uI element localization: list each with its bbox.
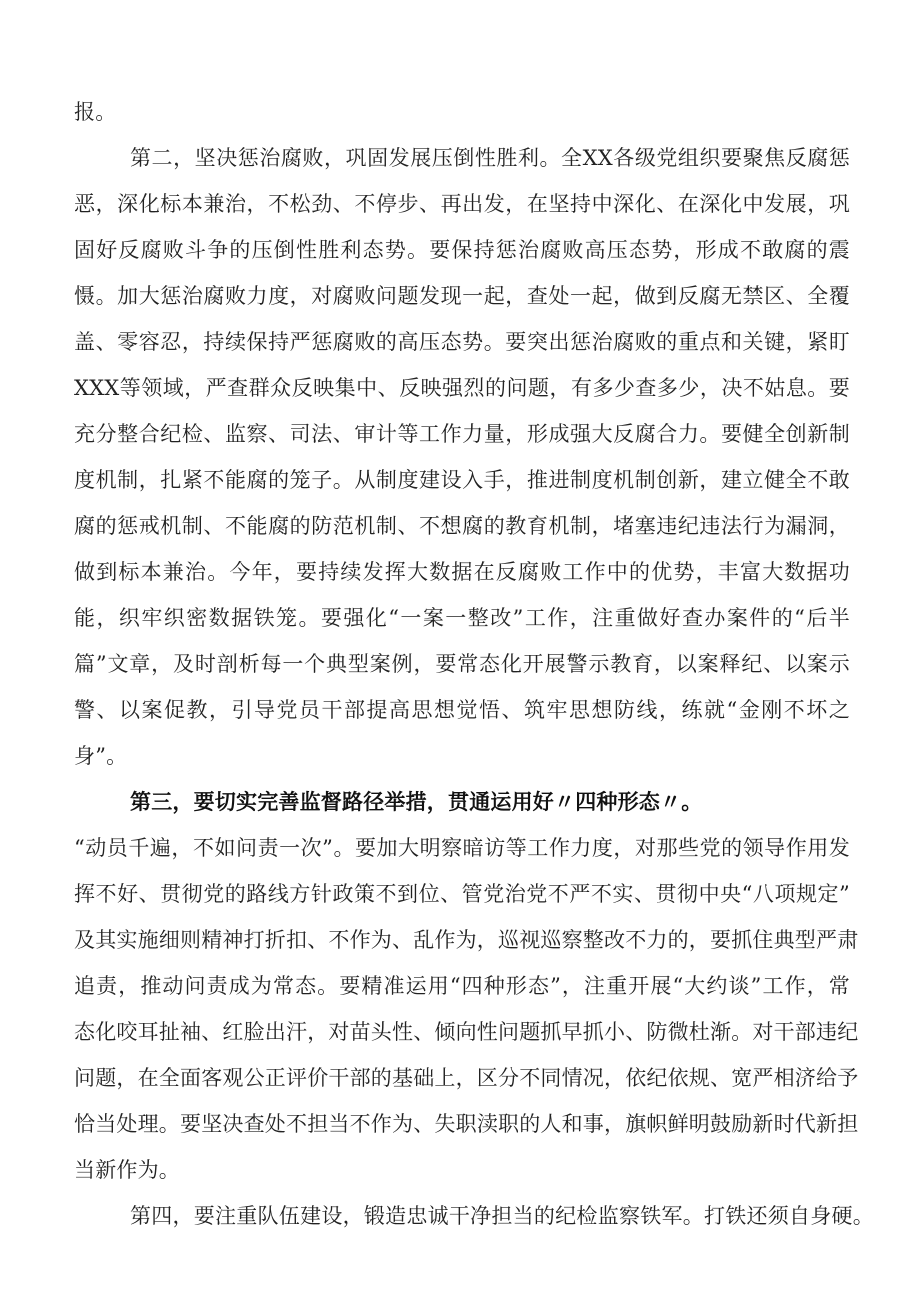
text-line: 警、以案促教，引导党员干部提高思想觉悟、筑牢思想防线，练就“金刚不坏之 xyxy=(74,698,850,722)
text-line: 恰当处理。要坚决查处不担当不作为、失职渎职的人和事，旗帜鲜明鼓励新时代新担 xyxy=(74,1112,859,1136)
text-line: 能，织牢织密数据铁笼。要强化“一案一整改”工作，注重做好查办案件的“后半 xyxy=(74,606,850,630)
text-line: XXX等领域，严查群众反映集中、反映强烈的问题，有多少查多少，决不姑息。要 xyxy=(74,376,850,400)
text-line: 身”。 xyxy=(74,744,128,768)
text-line: 报。 xyxy=(74,100,117,124)
text-line: 篇”文章，及时剖析每一个典型案例，要常态化开展警示教育，以案释纪、以案示 xyxy=(74,652,850,676)
text-line: 问题，在全面客观公正评价干部的基础上，区分不同情况，依纪依规、宽严相济给予 xyxy=(74,1066,859,1090)
text-line: 做到标本兼治。今年，要持续发挥大数据在反腐败工作中的优势，丰富大数据功 xyxy=(74,560,850,584)
text-line: 当新作为。 xyxy=(74,1158,180,1182)
text-line: 度机制，扎紧不能腐的笼子。从制度建设入手，推进制度机制创新，建立健全不敢 xyxy=(74,468,850,492)
paragraph-2-start: 第二，坚决惩治腐败，巩固发展压倒性胜利。全XX各级党组织要聚焦反腐惩 xyxy=(130,146,850,170)
text-line: 慑。加大惩治腐败力度，对腐败问题发现一起，查处一起，做到反腐无禁区、全覆 xyxy=(74,284,850,308)
section-heading: 第三，要切实完善监督路径举措，贯通运用好〃四种形态〃。 xyxy=(130,790,703,814)
text-line: 盖、零容忍，持续保持严惩腐败的高压态势。要突出惩治腐败的重点和关键，紧盯 xyxy=(74,330,850,354)
paragraph-4-start: 第四，要注重队伍建设，锻造忠诚干净担当的纪检监察铁军。打铁还须自身硬。 xyxy=(130,1204,874,1228)
text-line: 态化咬耳扯袖、红脸出汗，对苗头性、倾向性问题抓早抓小、防微杜渐。对干部违纪 xyxy=(74,1020,859,1044)
text-line: “动员千遍，不如问责一次”。要加大明察暗访等工作力度，对那些党的领导作用发 xyxy=(74,836,850,860)
text-line: 追责，推动问责成为常态。要精准运用“四种形态”，注重开展“大约谈”工作，常 xyxy=(74,974,850,998)
text-line: 充分整合纪检、监察、司法、审计等工作力量，形成强大反腐合力。要健全创新制 xyxy=(74,422,850,446)
text-line: 恶，深化标本兼治，不松劲、不停步、再出发，在坚持中深化、在深化中发展，巩 xyxy=(74,192,850,216)
text-line: 挥不好、贯彻党的路线方针政策不到位、管党治党不严不实、贯彻中央“八项规定” xyxy=(74,882,850,906)
text-line: 腐的惩戒机制、不能腐的防范机制、不想腐的教育机制，堵塞违纪违法行为漏洞， xyxy=(74,514,850,538)
text-line: 及其实施细则精神打折扣、不作为、乱作为，巡视巡察整改不力的，要抓住典型严肃 xyxy=(74,928,859,952)
text-line: 固好反腐败斗争的压倒性胜利态势。要保持惩治腐败高压态势，形成不敢腐的震 xyxy=(74,238,850,262)
